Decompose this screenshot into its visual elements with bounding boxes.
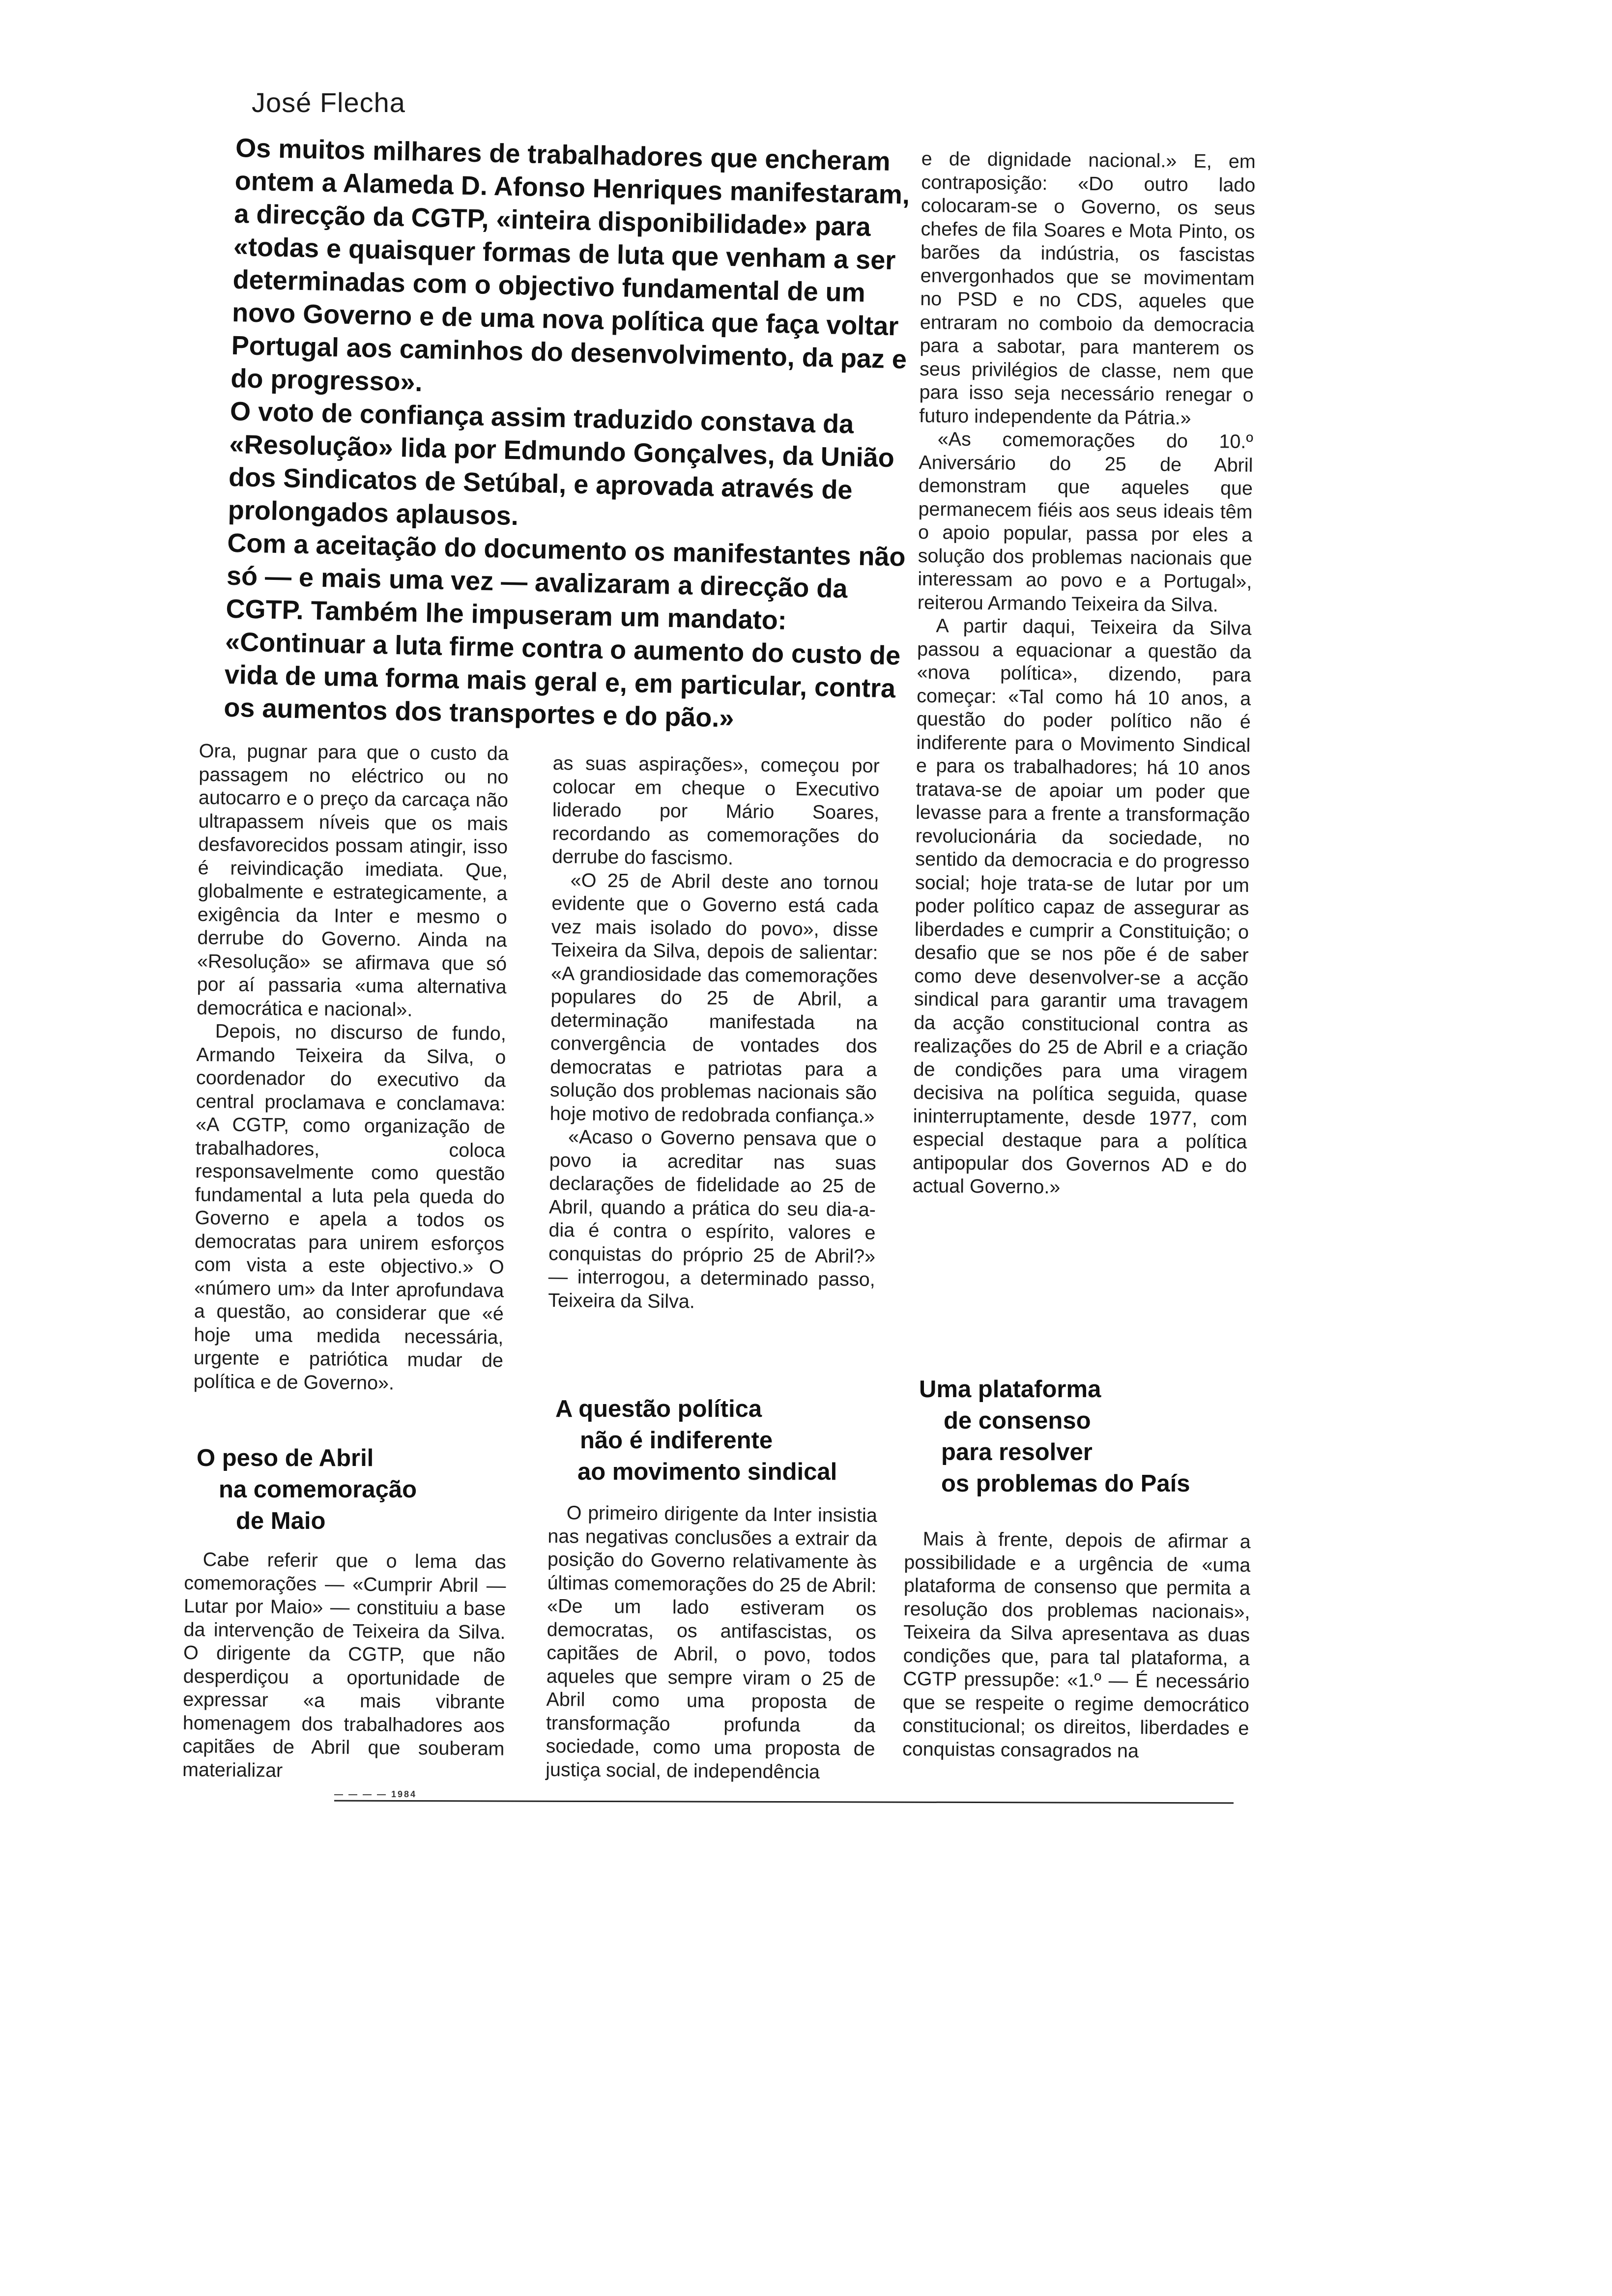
lead-paragraph: O voto de confiança assim traduzido constava da «Resolução» lida por Edmundo Gonçalves, da União dos Sindicatos de Setúbal, e aprovada através de prolongados aplausos. [228,396,895,531]
subheading-plataforma-consenso [919,1374,1253,1499]
body-paragraph: e de dignidade nacional.» E, em contraposição: «Do outro lado colocaram-se o Governo, os seus chefes de fila Soares e Mota Pinto, os barões da indústria, os fascistas envergonhados que se movimentam no PSD e no CDS, aqueles que entraram no comboio da democracia para a sabotar, para manterem os seus privilégios de classe, nem que para isso seja necessário renegar o futuro independente da Pátria.» [919,147,1256,429]
column-2-bottom [546,1501,877,1784]
body-paragraph: Depois, no discurso de fundo, Armando Teixeira da Silva, o coordenador do executivo da central proclamava e conclamava: «A CGTP, como organização de trabalhadores, coloca responsavelmente como questão fundamental a luta pela queda do Governo e apela a todos os democratas para unirem esforços com vista a este objectivo.» O «número um» da Inter aprofundava a questão, ao considerar que «é hoje uma medida necessária, urgente e patriótica mudar de política e de Governo». [193,1020,506,1394]
subheading-line: ao movimento sindical [577,1459,837,1485]
body-paragraph: «O 25 de Abril deste ano tornou evidente que o Governo está cada vez mais isolado do povo», disse Teixeira da Silva, depois de salientar: «A grandiosidade das comemorações populares do 25 de Abril, a determinação manifestada na convergência de vontades dos democratas e patriotas para a solução dos problemas nacionais são hoje motivo de redobrada confiança.» [549,869,879,1127]
subheading-line: A questão política [555,1396,762,1422]
body-paragraph: Ora, pugnar para que o custo da passagem no eléctrico ou no autocarro e o preço da carcaça não ultrapassem níveis que os mais desfavorecidos possam atingir, isso é reivindicação imediata. Que, globalmente e estrategicamente, a exigência da Inter e mesmo o derrube do Governo. Ainda na «Resolução» se afirmava que só por aí passaria «uma alternativa democrática e nacional». [197,740,509,1021]
subheading-line: O peso de Abril [197,1445,374,1471]
footer-rule-label: — — — — 1984 [334,1789,417,1799]
footer-rule [334,1800,1234,1804]
column-3-bottom [902,1527,1251,1764]
body-paragraph: «Acaso o Governo pensava que o povo ia acreditar nas suas declarações de fidelidade ao 25 de Abril, quando a prática do seu dia-a-dia é contra o espírito, valores e conquistas do próprio 25 de Abril?» — interrogou, a determinado passo, Teixeira da Silva. [548,1126,877,1313]
subheading-line: os problemas do País [941,1470,1190,1497]
body-paragraph: O primeiro dirigente da Inter insistia nas negativas conclusões a extrair da posição do Governo relativamente às últimas comemorações do 25 de Abril: «De um lado estiveram os democratas, os antifascistas, os capitães de Abril, o povo, todos aqueles que sempre viram o 25 de Abril como uma proposta de transformação profunda da sociedade, como uma proposta de justiça social, de independência [546,1502,877,1783]
lead-paragraph: Com a aceitação do documento os manifestantes não só — e mais uma vez — avalizaram a direcção da CGTP. Também lhe impuseram um mandato: «Continuar a luta firme contra o aumento do custo de vida de uma forma mais geral e, em particular, contra os aumentos dos transportes e do pão.» [223,528,906,733]
subheading-line: para resolver [941,1439,1093,1465]
subheading-line: de Maio [236,1508,326,1534]
subheading-questao-politica [555,1393,875,1488]
byline: José Flecha [252,87,405,118]
body-paragraph: as suas aspirações», começou por colocar em cheque o Executivo liderado por Mário Soares, recordando as comemorações do derrube do fascismo. [551,752,880,869]
body-paragraph: Mais à frente, depois de afirmar a possibilidade e a urgência de «uma plataforma de consenso que permita a resolução dos problemas nacionais», Teixeira da Silva apresentava as duas condições que, para tal plataforma, a CGTP pressupõe: «1.º — É necessário que se respeite o regime democrático constitucional; os direitos, liberdades e conquistas consagrados na [902,1528,1251,1762]
subheading-line: de consenso [944,1407,1091,1434]
lead-paragraph: Os muitos milhares de trabalhadores que encheram ontem a Alameda D. Afonso Henriques manifestaram, a direcção da CGTP, «inteira disponibilidade» para «todas e quaisquer formas de luta que venham a ser determinadas com o objectivo fundamental de um novo Governo e de uma nova política que faça voltar Portugal aos caminhos do desenvolvimento, da paz e do progresso». [230,133,910,398]
column-2-top [548,752,880,1315]
body-paragraph: A partir daqui, Teixeira da Silva passou a equacionar a questão da «nova política», dizendo, para começar: «Tal como há 10 anos, a questão do poder político não é indiferente para o Movimento Sindical e para os trabalhadores; há 10 anos tratava-se de apoiar um poder que levasse para a frente a transformação revolucionária da sociedade, no sentido da democracia e do progresso social; hoje trata-se de lutar por um poder político capaz de assegurar as liberdades e cumprir a Constituição; o desafio que se nos põe é de saber como deve desenvolver-se a acção sindical para garantir uma travagem da acção constitucional contra as realizações do 25 de Abril e a criação de condições para uma viragem decisiva na política seguida, quase ininterruptamente, desde 1977, com especial destaque para a política antipopular dos Governos AD e do actual Governo.» [912,615,1252,1198]
body-paragraph: Cabe referir que o lema das comemorações — «Cumprir Abril — Lutar por Maio» — constituiu a base da intervenção de Teixeira da Silva. O dirigente da CGTP, que não desperdiçou a oportunidade de expressar «a mais vibrante homenagem dos trabalhadores aos capitães de Abril que souberam materializar [182,1549,506,1781]
column-1-top [193,740,509,1396]
column-1-bottom [182,1548,506,1784]
lead-paragraphs [224,132,919,739]
subheading-line: não é indiferente [580,1427,773,1454]
column-3-top [912,147,1256,1201]
subheading-line: Uma plataforma [919,1376,1101,1403]
subheading-peso-de-abril [197,1442,472,1537]
body-paragraph: «As comemorações do 10.º Aniversário do 25 de Abril demonstram que aqueles que permanecem fiéis aos seus ideais têm o apoio popular, passa por eles a solução dos problemas nacionais que interessam ao povo e a Portugal», reiterou Armando Teixeira da Silva. [917,428,1253,616]
subheading-line: na comemoração [219,1476,417,1503]
